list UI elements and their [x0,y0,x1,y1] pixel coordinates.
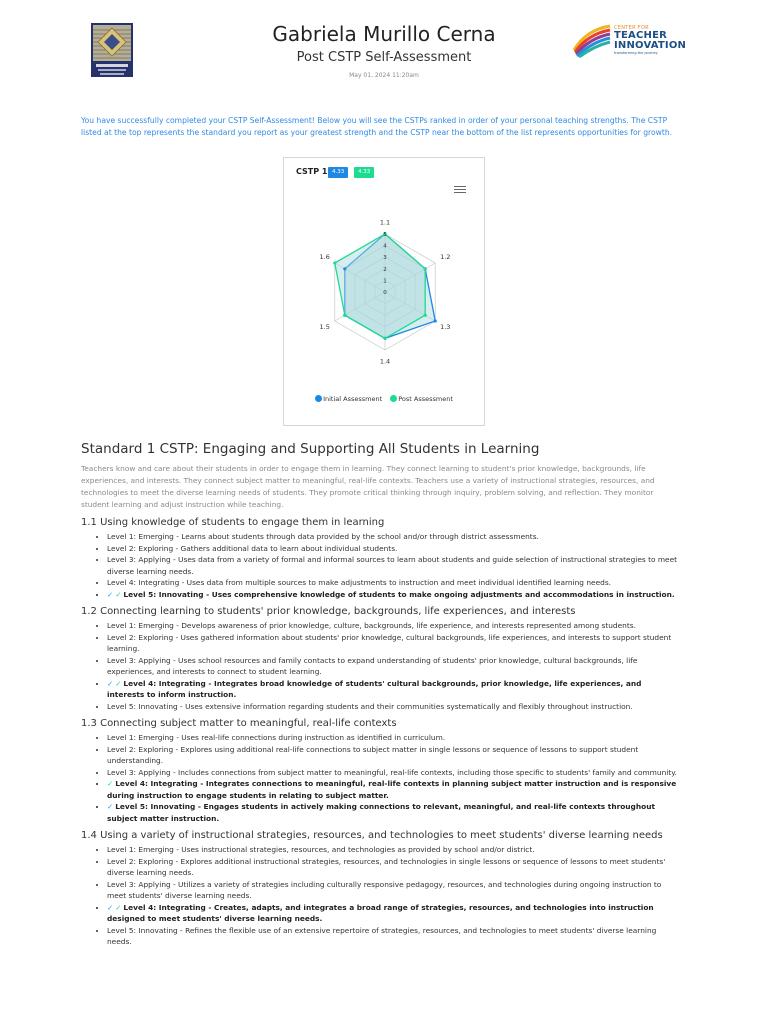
checkmark-icon: ✓ [115,902,122,912]
level-item [107,732,681,744]
brand-tagline: transforming the journey [614,51,658,55]
legend-initial-dot [315,395,322,402]
level-text: Level 5: Innovating - Uses extensive information regarding students and their communities systematically and flexibly throughout instruction. [107,701,633,711]
legend-post[interactable] [390,395,453,403]
level-list [81,844,681,948]
radar-point [343,267,346,270]
timestamp: May 01, 2024 11:20am [349,72,419,79]
checkmark-icon: ✓ [107,678,114,688]
level-item-selected [107,589,681,601]
level-list [81,620,681,712]
level-text: Level 5: Innovating - Refines the flexible use of an extensive repertoire of strategies, resources, and technologies to meet students' diverse learning needs. [107,925,657,946]
legend-post-dot [390,395,397,402]
level-item [107,554,681,577]
level-item [107,767,681,779]
level-item [107,620,681,632]
level-item [107,531,681,543]
checkmark-icon: ✓ [115,678,122,688]
standard-description: Teachers know and care about their students in order to engage them in learning. They connect learning to student's prior knowledge, backgrounds, life experiences, and interests. They connect subject matter to meaningful, real-life contexts. Teachers use a variety of instructional strategies, resources, and technologies to meet the diverse learning needs of students. They promote critical thinking through inquiry, problem solving, and reflection. They monitor student learning and adjust instruction while teaching. [81,464,655,509]
radar-axis-label: 1.3 [440,322,451,331]
hamburger-menu-icon[interactable] [454,184,466,194]
level-item [107,844,681,856]
level-item-selected [107,678,681,701]
level-text: Level 4: Integrating - Integrates broad knowledge of students' cultural backgrounds, prior knowledge, life experiences, and interests to inform instruction. [107,678,642,699]
radar-tick-label: 3 [383,255,387,262]
radar-tick-label: 4 [383,243,387,250]
radar-point [333,261,336,264]
post-score-badge: 4.33 [354,167,374,178]
level-item-selected [107,902,681,925]
level-text: Level 2: Exploring - Uses gathered information about students' prior knowledge, cultural backgrounds, life experiences, and interests to support student learning. [107,632,672,653]
checkmark-icon: ✓ [107,589,114,599]
radar-point [424,314,427,317]
level-item [107,701,681,713]
page-header [0,0,768,95]
level-item [107,543,681,555]
chart-title: CSTP 1 [296,167,328,176]
level-item [107,744,681,767]
level-text: Level 4: Integrating - Creates, adapts, and integrates a broad range of strategies, resources, and technologies into instruction designed to meet students' diverse learning needs. [107,902,654,923]
radar-point [434,319,437,322]
radar-tick-label: 0 [383,290,387,296]
level-text: Level 2: Exploring - Explores using additional real-life connections to subject matter in single lessons or sequence of lessons to support student understanding. [107,744,639,765]
level-text: Level 1: Emerging - Uses instructional strategies, resources, and technologies as provided by school and/or district. [107,845,535,854]
element-title: 1.4 Using a variety of instructional strategies, resources, and technologies to meet students' diverse learning needs [81,830,663,841]
legend-initial[interactable] [315,395,382,403]
level-text: Level 2: Exploring - Explores additional instructional strategies, resources, and technologies in single lessons or sequence of lessons to meet students' diverse learning needs. [107,856,666,877]
radar-point [383,337,386,340]
level-text: Level 4: Integrating - Integrates connections to meaningful, real-life contexts in planning subject matter instruction and is responsive during instruction to engage students in relating to subject matter. [107,779,677,800]
page-title: Gabriela Murillo Cerna [272,22,496,46]
intro-message: You have successfully completed your CSTP Self-Assessment! Below you will see the CSTPs ranked in order of your personal teaching strengths. The CSTP listed at the top represents the standard you report as your greatest strength and the CSTP near the bottom of the list represents opportunities for growth. [81,116,673,137]
initial-score-badge: 4.33 [328,167,348,178]
chart-legend [284,395,484,403]
level-text: Level 5: Innovating - Engages students in actively making connections to relevant, meaningful, and real-life contexts throughout subject matter instruction. [107,802,655,823]
element-section [81,517,681,600]
checkmark-icon: ✓ [107,902,114,912]
radar-axis-label: 1.2 [440,253,451,262]
radar-chart-card [283,157,485,426]
level-text: Level 1: Emerging - Learns about students through data provided by the school and/or through district assessments. [107,532,539,541]
element-section [81,830,681,948]
level-text: Level 1: Emerging - Uses real-life connections during instruction as identified in curriculum. [107,733,446,742]
radar-axis-label: 1.4 [379,357,391,366]
element-list [81,517,681,948]
level-text: Level 3: Applying - Includes connections from subject matter to meaningful, real-life contexts, including those specific to students' family and community. [107,767,677,777]
level-item [107,856,681,879]
element-section [81,606,681,712]
level-list [81,531,681,600]
level-text: Level 3: Applying - Utilizes a variety of strategies including culturally responsive pedagogy, resources, and technologies during ongoing instruction to meet students' diverse learning needs. [107,879,662,900]
level-item [107,655,681,678]
legend-initial-label: Initial Assessment [323,395,383,403]
level-text: Level 1: Emerging - Develops awareness of prior knowledge, culture, backgrounds, life experience, and interests represented among students. [107,621,636,630]
radar-chart [284,158,484,425]
checkmark-icon: ✓ [107,779,114,788]
standard-section [81,441,681,948]
element-title: 1.1 Using knowledge of students to engage them in learning [81,517,385,528]
radar-tick-label: 2 [383,266,387,273]
radar-tick-label: 1 [383,278,387,285]
level-text: Level 4: Integrating - Uses data from multiple sources to make adjustments to instruction and meet individual identified learning needs. [107,578,612,587]
radar-point [424,267,427,270]
element-title: 1.2 Connecting learning to students' prior knowledge, backgrounds, life experiences, and interests [81,606,576,617]
level-text: Level 2: Exploring - Gathers additional data to learn about individual students. [107,543,398,553]
element-section [81,718,681,824]
legend-post-label: Post Assessment [398,395,453,403]
radar-point [343,314,346,317]
brand-line-2: TEACHER [614,30,668,41]
radar-axis-label: 1.1 [379,218,391,227]
brand-line-3: INNOVATION [614,40,687,51]
level-list [81,732,681,824]
page-subtitle: Post CSTP Self-Assessment [296,50,472,65]
radar-axis-label: 1.5 [319,322,330,331]
level-item [107,879,681,902]
level-text: Level 3: Applying - Uses school resources and family contacts to expand understanding of students' prior knowledge, cultural backgrounds, life experiences, and interests to connect to student learning. [107,655,638,676]
level-item-selected [107,801,681,824]
checkmark-icon: ✓ [115,589,122,599]
standard-title: Standard 1 CSTP: Engaging and Supporting All Students in Learning [81,441,540,457]
level-item [107,632,681,655]
center-for-teacher-innovation-logo [572,24,687,58]
level-item-selected [107,778,681,801]
checkmark-icon: ✓ [107,802,114,811]
element-title: 1.3 Connecting subject matter to meaningful, real-life contexts [81,718,397,729]
level-text: Level 5: Innovating - Uses comprehensive knowledge of students to make ongoing adjustments and accommodations in instruction. [123,589,675,599]
brand-line-1: CENTER FOR [614,25,649,31]
radar-axis-label: 1.6 [319,253,330,262]
level-item [107,925,681,948]
radar-tick-label: 5 [383,232,387,238]
level-text: Level 3: Applying - Uses data from a variety of formal and informal sources to learn about students and guide selection of instructional strategies to meet diverse learning needs. [107,555,678,576]
level-item [107,577,681,589]
